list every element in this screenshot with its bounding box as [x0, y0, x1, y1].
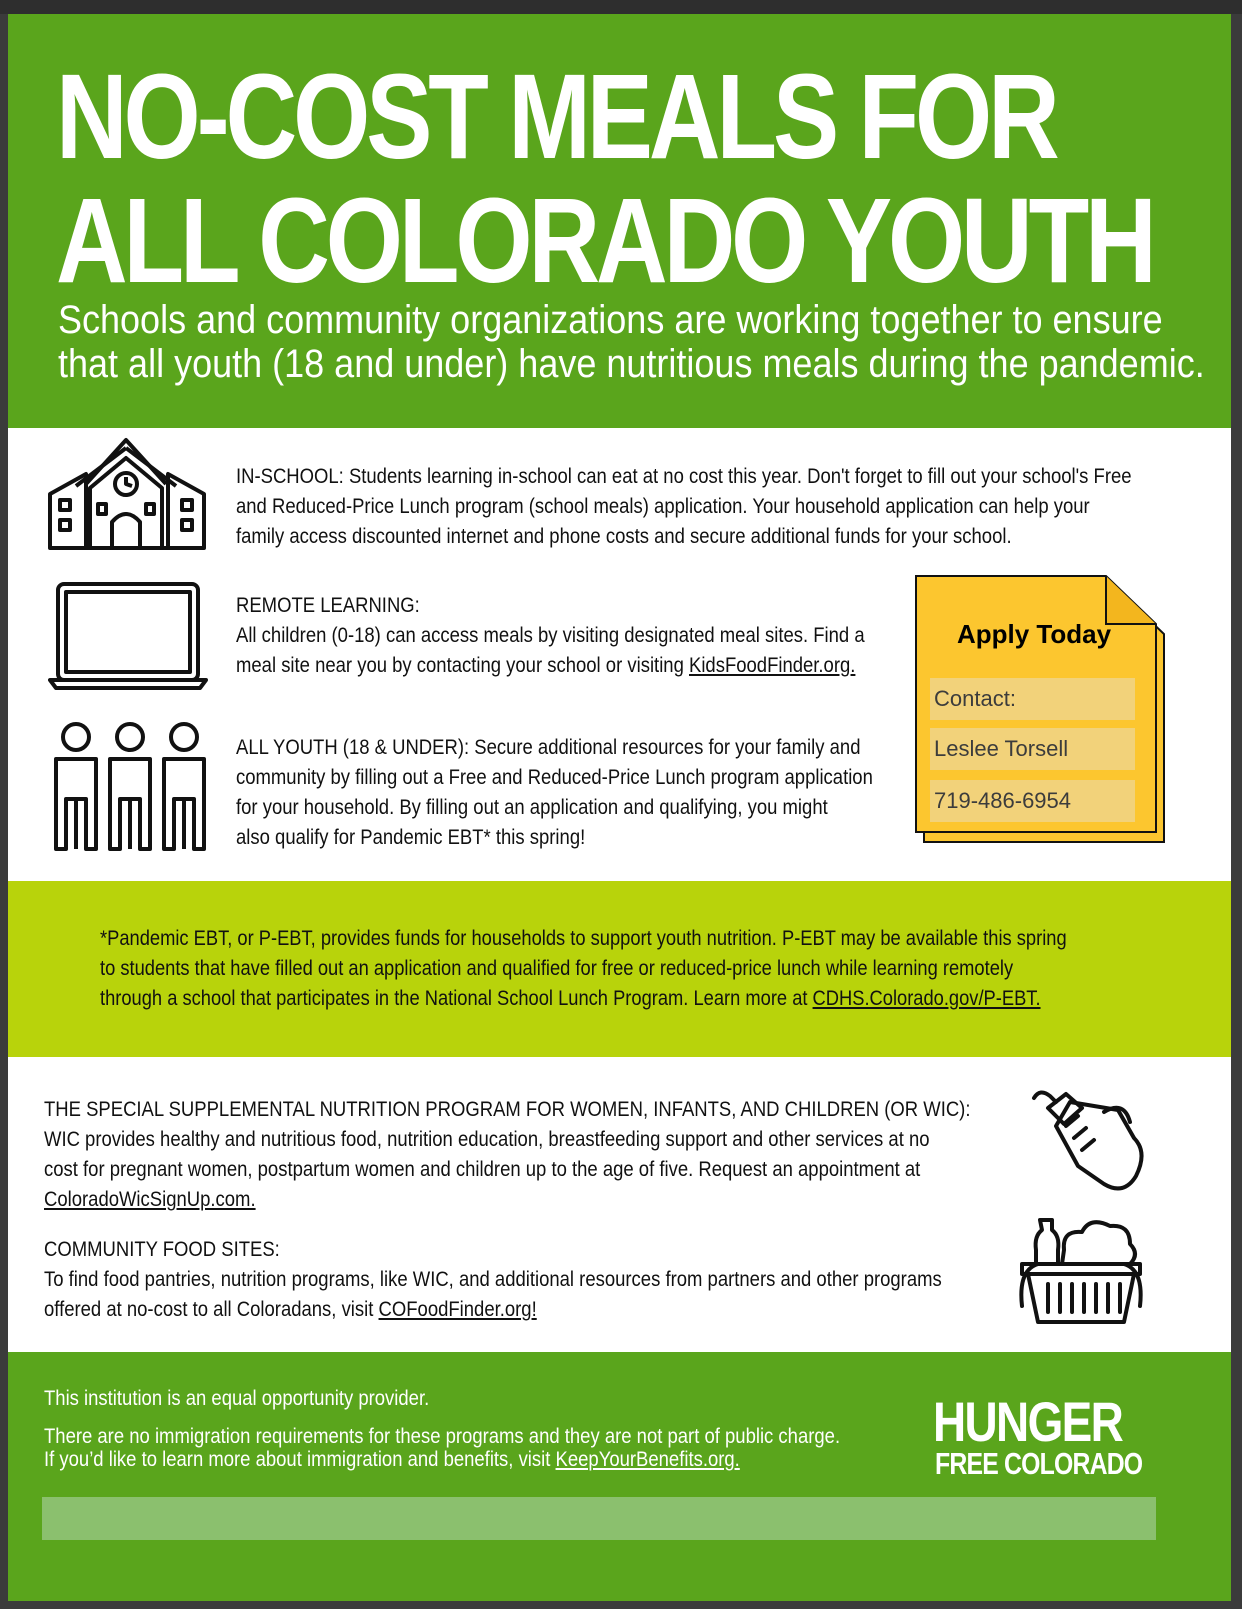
- community-line-2: To find food pantries, nutrition programs, like WIC, and additional resources from partners and other programs: [44, 1268, 942, 1291]
- contact-phone-field[interactable]: 719-486-6954: [930, 780, 1135, 822]
- keepyourbenefits-link[interactable]: KeepYourBenefits.org.: [555, 1448, 740, 1471]
- subtitle-line-1: Schools and community organizations are working together to ensure: [58, 298, 1163, 342]
- flyer-page: [8, 14, 1231, 1601]
- wic-line-3: cost for pregnant women, postpartum women and children up to the age of five. Request an appointment at: [44, 1158, 921, 1181]
- in-school-line-3: family access discounted internet and phone costs and secure additional funds for your school.: [236, 525, 1012, 548]
- footer-highlight-bar: [42, 1497, 1156, 1540]
- community-text: [44, 1235, 942, 1325]
- baby-bottle-icon: [1026, 1086, 1152, 1198]
- hunger-free-colorado-logo: HUNGER: [933, 1390, 1123, 1453]
- in-school-text: [236, 462, 1132, 552]
- pebt-note-text: [100, 924, 1067, 1014]
- wic-line-2: WIC provides healthy and nutritious food, nutrition education, breastfeeding support and other services at no: [44, 1128, 930, 1151]
- apply-today-title: Apply Today: [956, 619, 1112, 649]
- in-school-line-1: IN-SCHOOL: Students learning in-school can eat at no cost this year. Don't forget to fill out your school's Free: [236, 465, 1132, 488]
- remote-line-3-text: meal site near you by contacting your school or visiting: [236, 654, 689, 677]
- kidsfoodfinder-link[interactable]: KidsFoodFinder.org.: [688, 654, 856, 677]
- remote-line-2: All children (0-18) can access meals by visiting designated meal sites. Find a: [236, 624, 865, 647]
- wic-line-1: THE SPECIAL SUPPLEMENTAL NUTRITION PROGRAM FOR WOMEN, INFANTS, AND CHILDREN (OR WIC):: [44, 1098, 971, 1121]
- header-banner: [8, 14, 1231, 428]
- immigration-line-1: There are no immigration requirements for these programs and they are not part of public charge.: [44, 1425, 841, 1448]
- people-group-icon: [52, 719, 208, 855]
- school-building-icon: [46, 434, 208, 552]
- subtitle: [58, 298, 1205, 386]
- apply-today-box: [914, 574, 1166, 844]
- viewer-top-bar: [0, 0, 1242, 14]
- all-youth-line-4: also qualify for Pandemic EBT* this spring!: [236, 826, 586, 849]
- pebt-line-2: to students that have filled out an application and qualified for free or reduced-price lunch while learning remotely: [100, 957, 1014, 980]
- cdhs-pebt-link[interactable]: CDHS.Colorado.gov/P-EBT.: [812, 987, 1041, 1010]
- wic-text: [44, 1095, 970, 1215]
- community-line-1: COMMUNITY FOOD SITES:: [44, 1238, 280, 1261]
- immigration-line-2: [44, 1448, 740, 1472]
- equal-opportunity-text: This institution is an equal opportunity provider.: [44, 1387, 430, 1410]
- coloradowicsignup-link[interactable]: ColoradoWicSignUp.com.: [44, 1188, 256, 1211]
- contact-name-field[interactable]: Leslee Torsell: [930, 728, 1135, 770]
- pebt-line-3-text: through a school that participates in the National School Lunch Program. Learn more at: [100, 987, 813, 1010]
- remote-line-1: REMOTE LEARNING:: [236, 594, 420, 617]
- pebt-line-1: *Pandemic EBT, or P-EBT, provides funds for households to support youth nutrition. P-EBT may be available this spring: [100, 927, 1067, 950]
- page-title: [56, 48, 1153, 308]
- title-line-2: ALL COLORADO YOUTH: [56, 172, 1153, 308]
- remote-line-3: [236, 651, 865, 681]
- remote-learning-text: [236, 591, 865, 681]
- community-line-3: [44, 1295, 942, 1325]
- subtitle-line-2: that all youth (18 and under) have nutritious meals during the pandemic.: [58, 342, 1205, 386]
- grocery-basket-icon: [1018, 1210, 1144, 1330]
- pebt-line-3: [100, 984, 1067, 1014]
- laptop-icon: [48, 580, 208, 692]
- immigration-line-2-text: If you’d like to learn more about immigration and benefits, visit: [44, 1448, 556, 1471]
- title-line-1: NO-COST MEALS FOR: [56, 48, 1056, 184]
- logo-subtext: FREE COLORADO: [935, 1446, 1143, 1481]
- wic-line-4: [44, 1185, 970, 1215]
- all-youth-line-2: community by filling out a Free and Reduced-Price Lunch program application: [236, 766, 873, 789]
- cofoodfinder-link[interactable]: COFoodFinder.org!: [378, 1298, 537, 1321]
- contact-field[interactable]: Contact:: [930, 678, 1135, 720]
- all-youth-line-3: for your household. By filling out an application and qualifying, you might: [236, 796, 828, 819]
- community-line-3-text: offered at no-cost to all Coloradans, visit: [44, 1298, 379, 1321]
- in-school-line-2: and Reduced-Price Lunch program (school meals) application. Your household application can help your: [236, 495, 1090, 518]
- all-youth-text: [236, 733, 873, 853]
- pebt-note-band: [8, 881, 1231, 1057]
- all-youth-line-1: ALL YOUTH (18 & UNDER): Secure additional resources for your family and: [236, 736, 861, 759]
